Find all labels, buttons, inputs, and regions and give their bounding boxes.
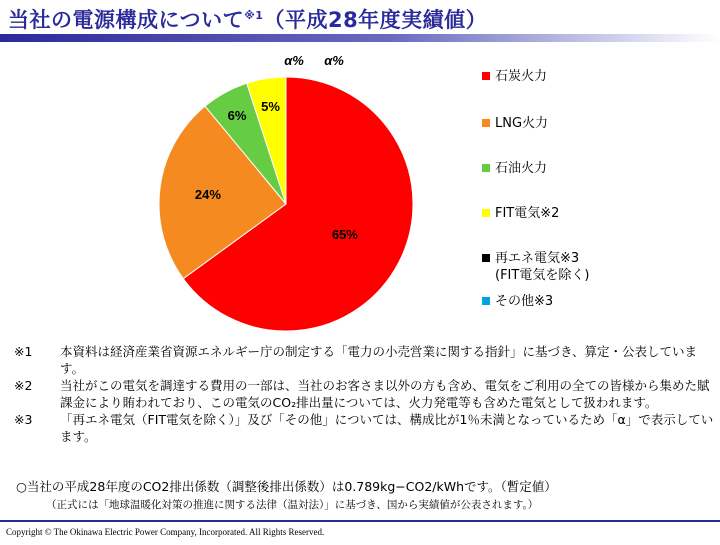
legend-label-3: FIT電気※2 (495, 206, 560, 221)
legend-label-2: 石油火力 (495, 161, 548, 176)
legend-item-2 (482, 160, 547, 177)
legend-label-4: 再エネ電気※3 (FIT電気を除く) (495, 251, 590, 283)
footnote-2-mark: ※2 (14, 378, 33, 393)
page-title-suffix: （平成28年度実績値） (263, 8, 488, 32)
legend-swatch-5 (482, 297, 490, 305)
footnote-3-mark: ※3 (14, 412, 33, 427)
legend-item-4 (482, 250, 589, 284)
legend-label-1: LNG火力 (495, 116, 549, 131)
page-title-note-mark: ※1 (244, 9, 264, 22)
title-underline (0, 34, 720, 42)
legend-swatch-4 (482, 254, 490, 262)
pie-label-0: 65% (331, 226, 358, 242)
co2-summary: ○当社の平成28年度のCO2排出係数（調整後排出係数）は0.789kg−CO2/kWhです。（暫定値） (16, 479, 557, 494)
legend-label-5: その他※3 (495, 294, 554, 309)
page-title (8, 4, 712, 34)
pie-label-4: α% (284, 53, 304, 68)
pie-label-2: 6% (227, 107, 247, 123)
footnote-3 (14, 411, 714, 445)
page-title-main: 当社の電源構成について (8, 8, 245, 32)
legend-item-1 (482, 115, 548, 132)
footnote-1-mark: ※1 (14, 344, 33, 359)
legend-label-0: 石炭火力 (495, 69, 548, 84)
footnote-1 (14, 343, 714, 377)
footnote-2-text: 当社がこの電気を調達する費用の一部は、当社のお客さま以外の方も含め、電気をご利用の全ての皆様から集めた賦課金により賄われており、この電気のCO₂排出量については、火力発電等も含めた電気として扱われます。 (60, 378, 710, 410)
pie-label-5: α% (324, 53, 344, 68)
co2-summary-note: （正式には「地球温暖化対策の推進に関する法律（温対法）」に基づき、国から実績値が公表されます。） (46, 499, 539, 511)
legend-item-5 (482, 293, 553, 310)
footnote-1-text: 本資料は経済産業省資源エネルギー庁の制定する「電力の小売営業に関する指針」に基づき、算定・公表しています。 (60, 344, 698, 376)
footer-rule (0, 520, 720, 522)
copyright: Copyright © The Okinawa Electric Power Company, Incorporated. All Rights Reserved. (6, 527, 325, 537)
legend-swatch-0 (482, 72, 490, 80)
legend-sublabel-4: (FIT電気を除く) (495, 268, 590, 283)
legend-item-0 (482, 68, 547, 85)
legend-item-3 (482, 205, 559, 222)
legend-swatch-2 (482, 164, 490, 172)
footnotes (14, 343, 714, 445)
legend-swatch-1 (482, 119, 490, 127)
footnote-3-text: 「再エネ電気（FIT電気を除く）」及び「その他」については、構成比が1％未満となっているため「α」で表示しています。 (60, 412, 714, 444)
pie-chart (0, 44, 470, 344)
pie-label-3: 5% (261, 99, 280, 115)
pie-label-1: 24% (194, 187, 221, 203)
footnote-2 (14, 377, 714, 411)
legend-swatch-3 (482, 209, 490, 217)
